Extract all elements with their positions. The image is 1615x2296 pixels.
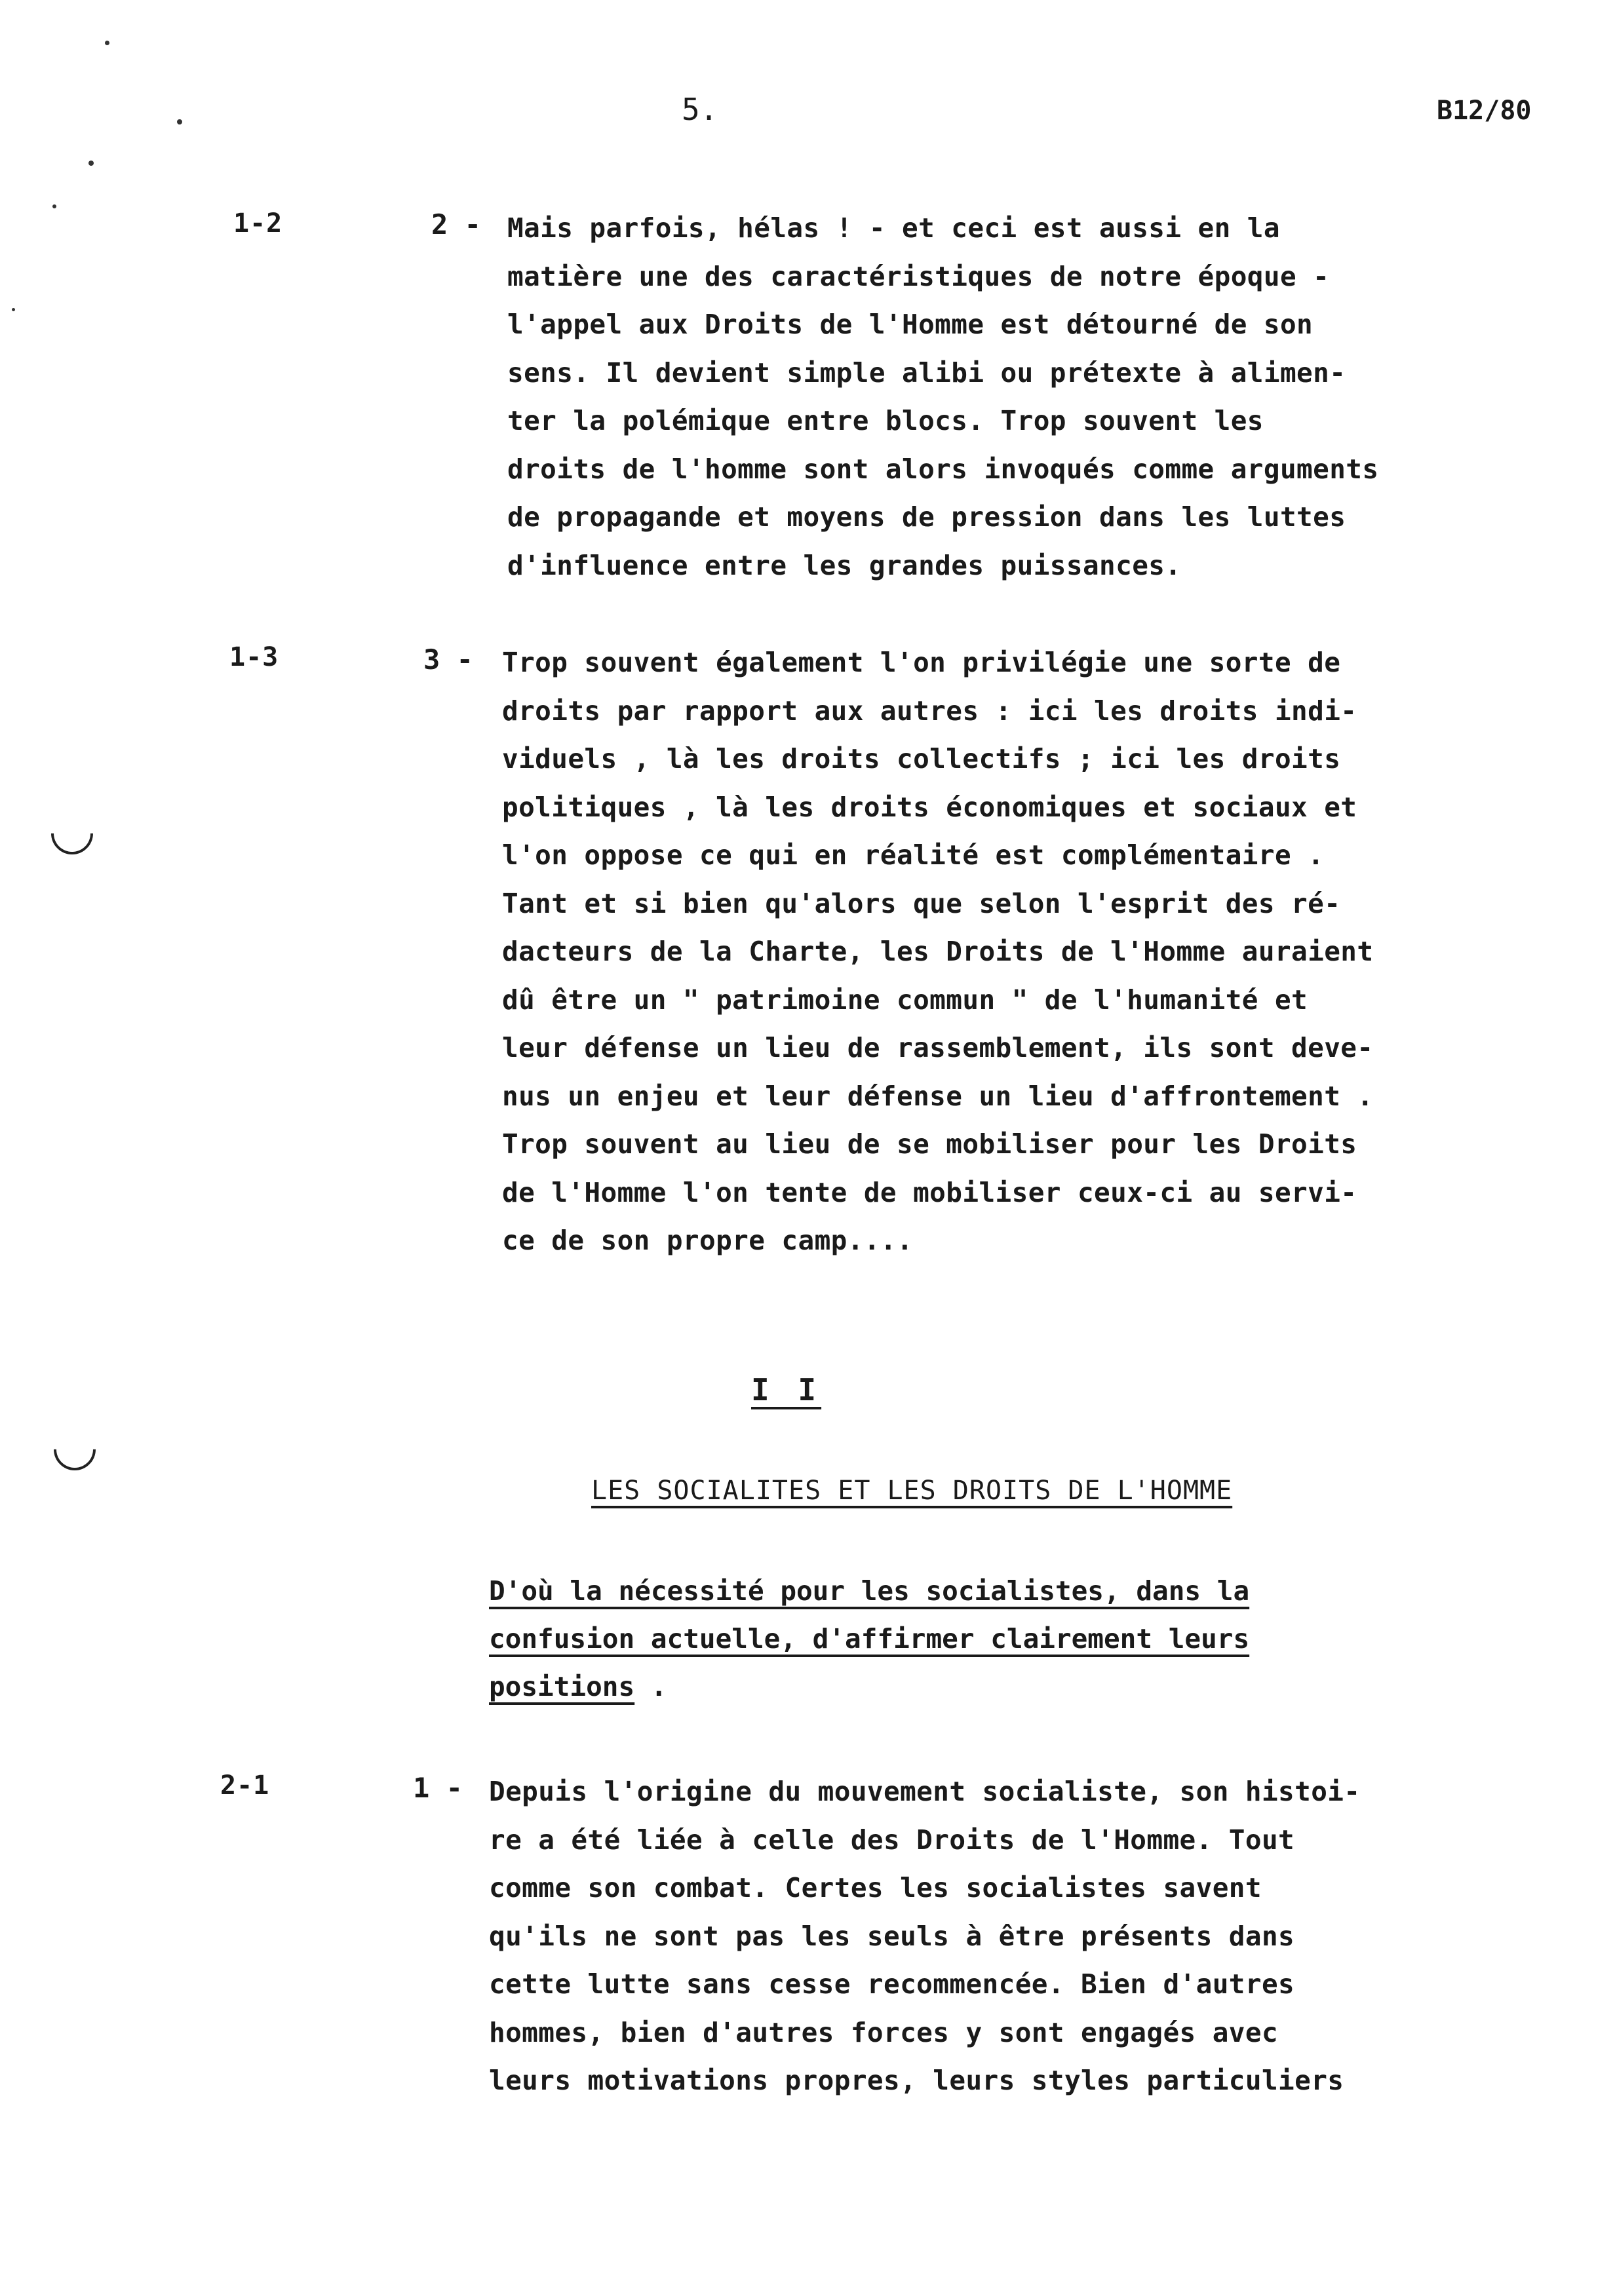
intro-line xyxy=(489,1663,1249,1711)
paragraph xyxy=(507,204,1569,590)
intro-line xyxy=(489,1615,1249,1663)
scan-speck xyxy=(52,204,56,208)
text-line: nus un enjeu et leur défense un lieu d'affrontement . xyxy=(502,1080,1374,1112)
text-line: leur défense un lieu de rassemblement, ils sont deve- xyxy=(502,1032,1374,1063)
paragraph xyxy=(502,639,1564,1265)
text-line: l'appel aux Droits de l'Homme est détourné de son xyxy=(507,309,1313,340)
section-number: I I xyxy=(751,1372,822,1407)
text-line: politiques , là les droits économiques et sociaux et xyxy=(502,791,1357,823)
text-line: l'on oppose ce qui en réalité est complémentaire . xyxy=(502,839,1325,871)
text-line: comme son combat. Certes les socialistes savent xyxy=(489,1872,1262,1904)
punch-hole-mark xyxy=(45,1420,105,1480)
text-line: viduels , là les droits collectifs ; ici les droits xyxy=(502,743,1341,775)
text-line: d'influence entre les grandes puissances. xyxy=(507,549,1182,581)
text-line: dû être un " patrimoine commun " de l'humanité et xyxy=(502,984,1308,1016)
text-line: re a été liée à celle des Droits de l'Homme. Tout xyxy=(489,1824,1295,1856)
text-line: Tant et si bien qu'alors que selon l'esprit des ré- xyxy=(502,887,1341,919)
text-line: Mais parfois, hélas ! - et ceci est aussi en la xyxy=(507,212,1280,244)
scan-speck xyxy=(177,119,182,124)
punch-hole-mark xyxy=(43,804,102,864)
text-line: leurs motivations propres, leurs styles particuliers xyxy=(489,2065,1344,2096)
paragraph xyxy=(489,1768,1551,2105)
paragraph-number: 2 - xyxy=(431,208,481,240)
scan-speck xyxy=(12,308,15,311)
intro-text: confusion actuelle, d'affirmer clairement leurs xyxy=(489,1623,1250,1655)
text-line: ter la polémique entre blocs. Trop souvent les xyxy=(507,405,1264,436)
page-number: 5. xyxy=(682,92,718,127)
text-line: de propagande et moyens de pression dans les luttes xyxy=(507,501,1346,533)
text-line: matière une des caractéristiques de notre époque - xyxy=(507,260,1330,292)
intro-tail: . xyxy=(634,1671,667,1702)
text-line: Trop souvent également l'on privilégie une sorte de xyxy=(502,647,1341,678)
text-line: Trop souvent au lieu de se mobiliser pour les Droits xyxy=(502,1128,1357,1160)
margin-code: 1-3 xyxy=(229,642,279,672)
section-intro xyxy=(489,1567,1249,1711)
text-line: de l'Homme l'on tente de mobiliser ceux-ci au servi- xyxy=(502,1176,1357,1208)
text-line: cette lutte sans cesse recommencée. Bien d'autres xyxy=(489,1968,1295,2000)
text-line: qu'ils ne sont pas les seuls à être présents dans xyxy=(489,1920,1295,1952)
section-title: LES SOCIALITES ET LES DROITS DE L'HOMME xyxy=(591,1476,1233,1506)
text-line: sens. Il devient simple alibi ou prétexte à alimen- xyxy=(507,356,1346,389)
margin-code: 1-2 xyxy=(233,208,283,239)
intro-text: D'où la nécessité pour les socialistes, dans la xyxy=(489,1575,1250,1607)
text-line: droits par rapport aux autres : ici les droits indi- xyxy=(502,695,1357,727)
margin-code: 2-1 xyxy=(220,1770,270,1801)
text-line: dacteurs de la Charte, les Droits de l'Homme auraient xyxy=(502,936,1374,967)
text-line: droits de l'homme sont alors invoqués comme arguments xyxy=(507,453,1379,485)
scan-speck xyxy=(88,161,94,166)
text-line: hommes, bien d'autres forces y sont engagés avec xyxy=(489,2016,1279,2048)
paragraph-number: 3 - xyxy=(423,643,473,676)
document-reference: B12/80 xyxy=(1437,96,1532,126)
intro-line xyxy=(489,1567,1249,1615)
paragraph-number: 1 - xyxy=(413,1772,463,1804)
scan-speck xyxy=(105,41,109,45)
intro-text: positions xyxy=(489,1671,635,1702)
text-line: ce de son propre camp.... xyxy=(502,1225,914,1256)
text-line: Depuis l'origine du mouvement socialiste, son histoi- xyxy=(489,1776,1361,1807)
